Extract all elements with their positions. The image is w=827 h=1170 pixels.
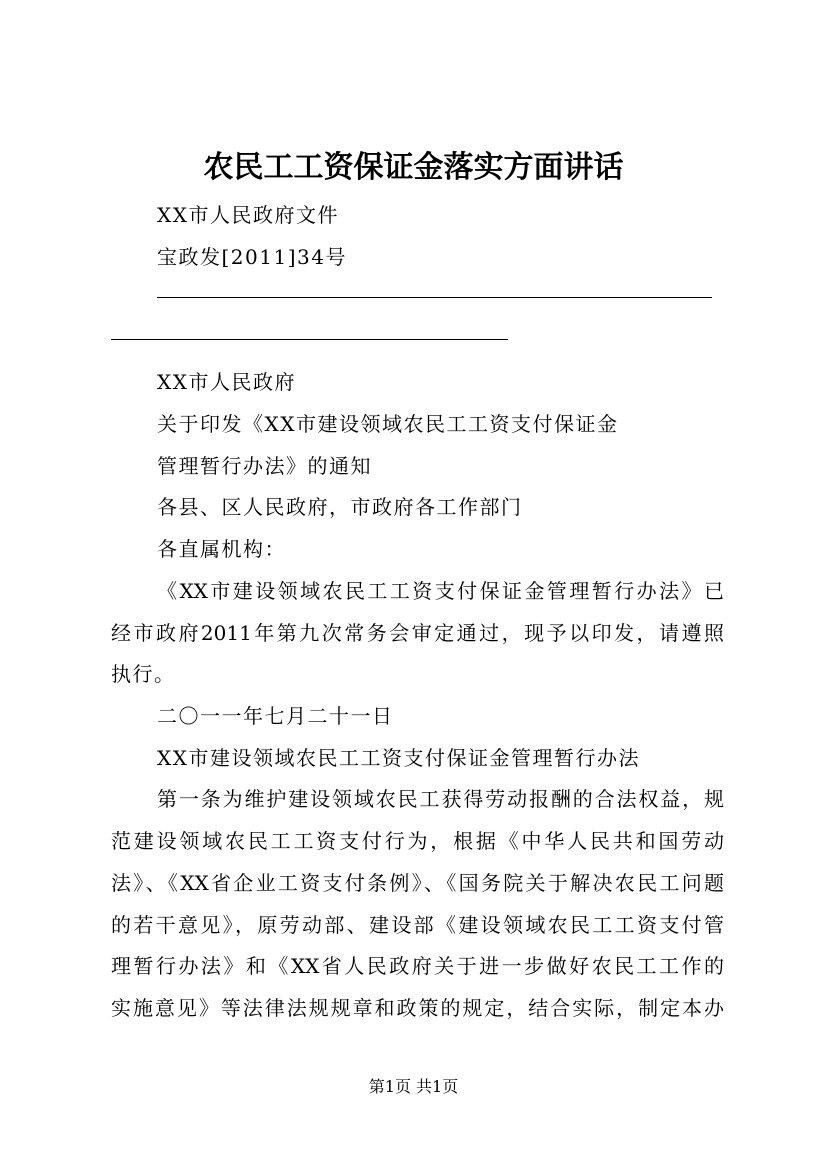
recipients-line-2: 各直属机构： (157, 537, 286, 561)
article-one-line-2: 范建设领域农民工工资支付行为，根据《中华人民共和国劳动 (111, 829, 724, 853)
date-line: 二〇一一年七月二十一日 (157, 704, 394, 728)
notice-paragraph-line-1: 《XX市建设领域农民工工资支付保证金管理暂行办法》已 (157, 579, 724, 603)
notice-title-line-2: 管理暂行办法》的通知 (157, 454, 372, 478)
notice-title-line-1: 关于印发《XX市建设领域农民工工资支付保证金 (157, 412, 619, 436)
notice-paragraph-line-2: 经市政府2011年第九次常务会审定通过，现予以印发，请遵照 (111, 621, 724, 645)
article-one-line-4: 的若干意见》，原劳动部、建设部《建设领域农民工工资支付管 (111, 913, 724, 937)
article-one-line-5: 理暂行办法》和《XX省人民政府关于进一步做好农民工工作的 (111, 954, 724, 978)
document-title: 农民工工资保证金落实方面讲话 (203, 150, 624, 185)
issuing-authority: XX市人民政府 (157, 370, 296, 394)
recipients-line-1: 各县、区人民政府，市政府各工作部门 (157, 495, 523, 519)
measures-title: XX市建设领域农民工工资支付保证金管理暂行办法 (157, 746, 640, 770)
separator-rule-top (157, 297, 712, 298)
notice-paragraph-line-3: 执行。 (111, 662, 176, 686)
issuer-line: XX市人民政府文件 (157, 203, 339, 227)
page-number-footer: 第1页 共1页 (368, 1077, 459, 1096)
document-number: 宝政发[2011]34号 (157, 245, 347, 269)
article-one-line-6: 实施意见》等法律法规规章和政策的规定，结合实际，制定本办 (111, 996, 724, 1020)
article-one-line-1: 第一条为维护建设领域农民工获得劳动报酬的合法权益，规 (157, 787, 724, 811)
article-one-line-3: 法》、《XX省企业工资支付条例》、《国务院关于解决农民工问题 (111, 871, 724, 895)
separator-rule-bottom (111, 339, 508, 340)
